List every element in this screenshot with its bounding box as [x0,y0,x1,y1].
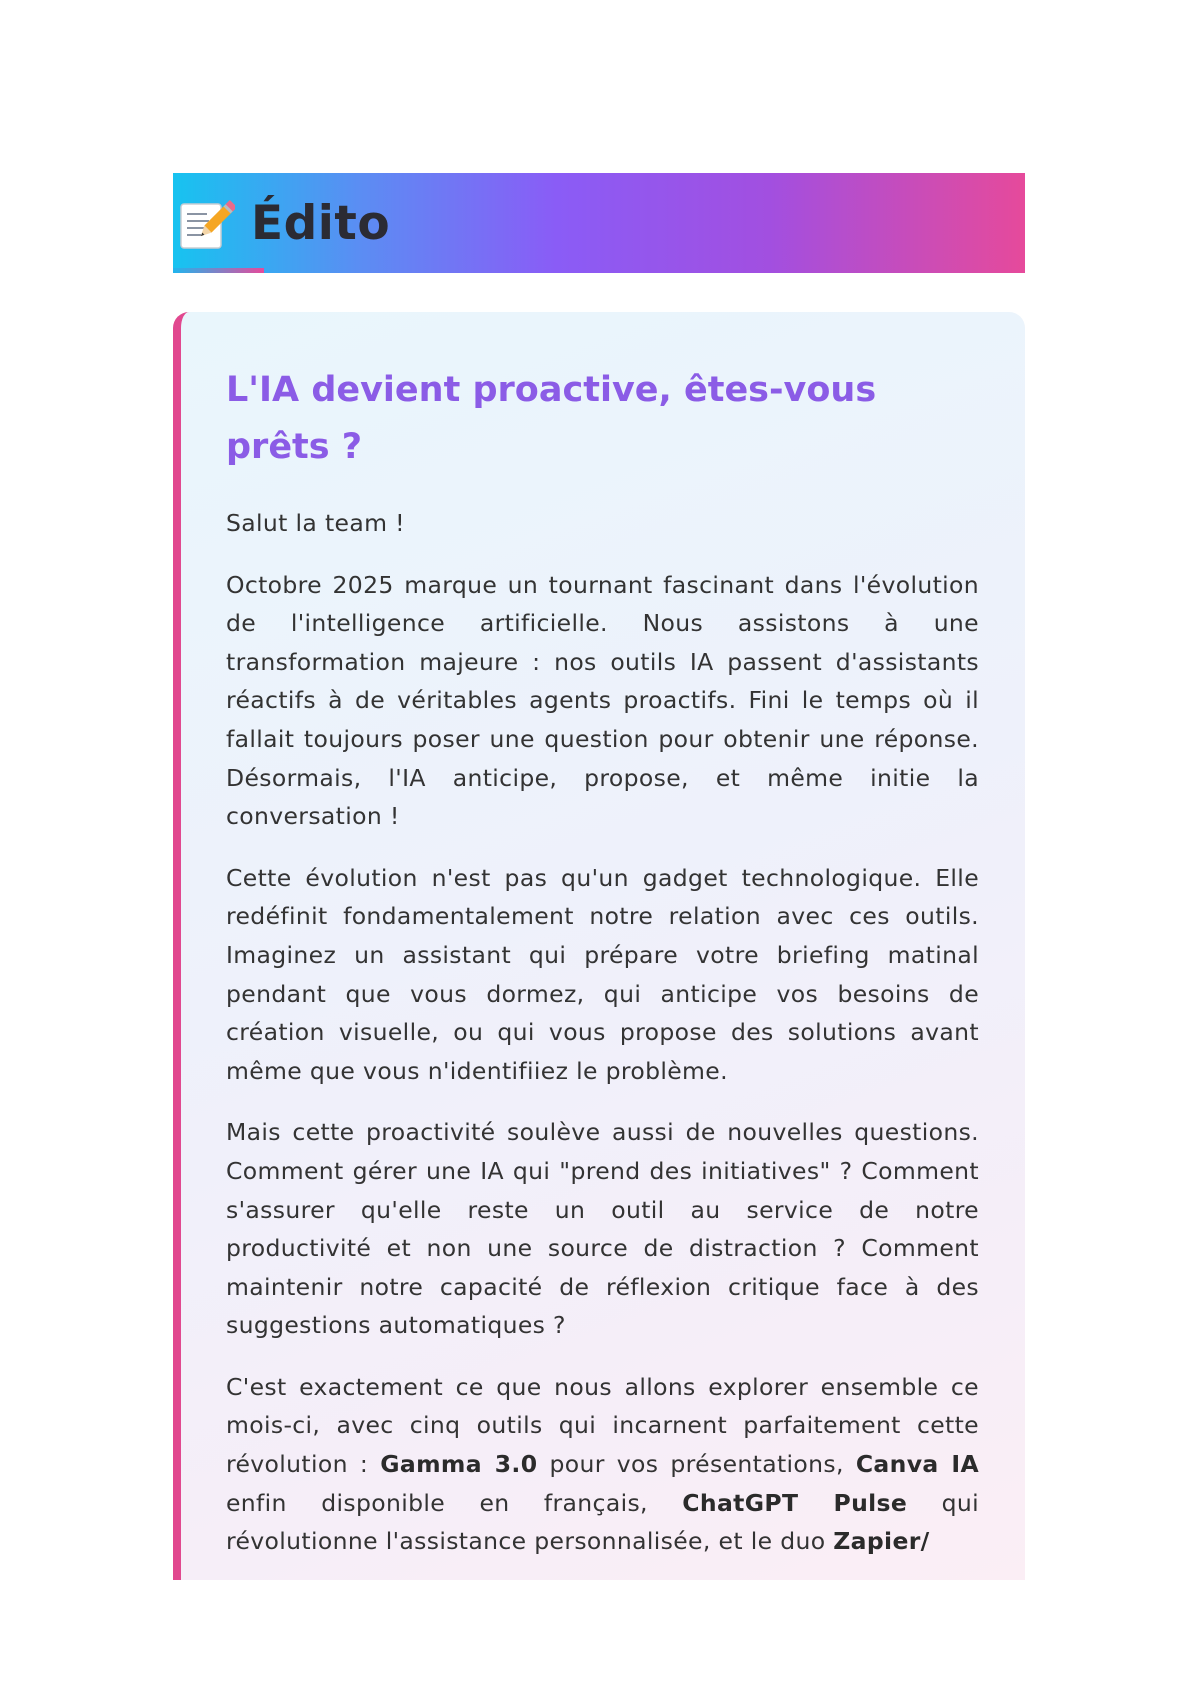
paragraph-4 [226,1368,979,1561]
tool-chatgpt-pulse: ChatGPT Pulse [682,1488,908,1517]
paragraph-3: Mais cette proactivité soulève aussi de nouvelles questions. Comment gérer une IA qui "prend des initiatives" ? Comment s'assurer qu'elle reste un outil au service de notre productivité et non une source de distraction ? Comment maintenir notre capacité de réflexion critique face à des suggestions automatiques ? [226,1118,979,1340]
tool-gamma: Gamma 3.0 [380,1450,538,1479]
article-title: L'IA devient proactive, êtes-vous prêts ? [226,370,877,467]
greeting: Salut la team ! [226,509,405,537]
edito-card [173,312,1025,1580]
section-header [173,173,1025,273]
paragraph-2: Cette évolution n'est pas qu'un gadget technologique. Elle redéfinit fondamentalement notre relation avec ces outils. Imaginez un assistant qui prépare votre briefing matinal pendant que vous dormez, qui anticipe vos besoins de création visuelle, ou qui vous propose des solutions avant même que vous n'identifiiez le problème. [226,863,979,1085]
edito-content [226,362,979,1580]
tool-zapier: Zapier/ [833,1527,930,1556]
paragraph-4-text-3: enfin disponible en français, [226,1488,683,1517]
memo-pencil-icon [177,194,235,252]
paragraph-4-text-1: C'est exactement ce que nous allons explorer ensemble ce mois-ci, avec cinq outils qui incarnent parfaitement cette révolution : [226,1372,979,1479]
tool-canva: Canva IA [855,1450,979,1479]
header-underline [173,268,264,273]
paragraph-4-text-4: qui révolutionne l'assistance personnalisée, et le duo [226,1488,979,1556]
header-title: Édito [251,195,391,251]
paragraph-1: Octobre 2025 marque un tournant fascinant dans l'évolution de l'intelligence artificielle. Nous assistons à une transformation majeure : nos outils IA passent d'assistants réactifs à de véritables agents proactifs. Fini le temps où il fallait toujours poser une question pour obtenir une réponse. Désormais, l'IA anticipe, propose, et même initie la conversation ! [226,570,979,831]
paragraph-4-text-2: pour vos présentations, [537,1450,856,1479]
